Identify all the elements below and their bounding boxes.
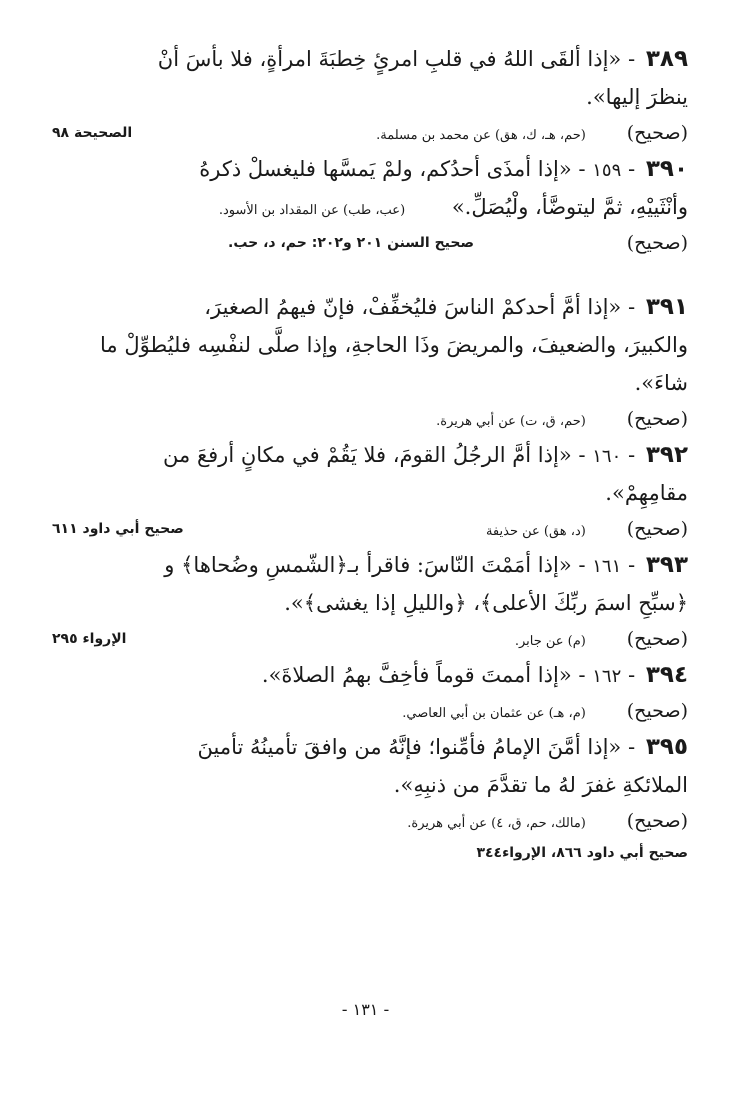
- spacer: [48, 260, 688, 288]
- grade-label: (صحيح): [626, 122, 688, 144]
- grade-label: (صحيح): [626, 518, 688, 540]
- hadith-text-line: [48, 40, 688, 78]
- grade-line: [48, 804, 688, 838]
- hadith-text: «إذا أمَمْتَ النّاسَ: فاقرأ بـ﴿الشّمسِ وضُحاها﴾ و: [164, 553, 572, 577]
- hadith-text: ﴿سبِّحِ اسمَ ربِّكَ الأعلى﴾، ﴿والليلِ إذا يغشى﴾».: [284, 591, 688, 615]
- grade-line: [48, 116, 688, 150]
- hadith-number: ٣٩١: [645, 294, 688, 320]
- separator: -: [627, 295, 636, 319]
- sources-text: (عب، طب) عن المقداد بن الأسود.: [218, 203, 406, 218]
- hadith-text: «إذا أمَّ أحدكمْ الناسَ فليُخفِّفْ، فإنّ فيهمُ الصغيرَ،: [204, 295, 622, 319]
- hadith-text-line: [48, 584, 688, 622]
- hadith-entry-390: [48, 150, 688, 260]
- sources-text: (م، هـ) عن عثمان بن أبي العاصي.: [402, 706, 586, 721]
- separator: -: [627, 663, 636, 687]
- hadith-text-line: [48, 656, 688, 694]
- separator: -: [578, 157, 586, 181]
- hadith-entry-392: [48, 436, 688, 546]
- secondary-number: ١٦٠: [592, 446, 622, 467]
- hadith-number: ٣٨٩: [645, 46, 688, 72]
- grade-line: [48, 694, 688, 728]
- hadith-text-line: [48, 326, 688, 364]
- hadith-text-line: [48, 436, 688, 474]
- separator: -: [627, 735, 636, 759]
- reference-text: الإرواء ٢٩٥: [52, 631, 127, 647]
- hadith-number: ٣٩٠: [645, 156, 688, 182]
- hadith-text-line: [48, 728, 688, 766]
- grade-label: (صحيح): [626, 700, 688, 722]
- reference-line: [48, 838, 688, 868]
- hadith-text: شاءَ».: [634, 371, 688, 395]
- hadith-entry-389: [48, 40, 688, 150]
- hadith-entry-393: [48, 546, 688, 656]
- separator: -: [627, 157, 636, 181]
- separator: -: [627, 47, 636, 71]
- hadith-entry-394: [48, 656, 688, 728]
- sources-text: (م) عن جابر.: [514, 634, 586, 649]
- hadith-number: ٣٩٣: [645, 552, 688, 578]
- reference-text: الصحيحة ٩٨: [52, 125, 133, 141]
- sources-text: (حم، هـ، ك، هق) عن محمد بن مسلمة.: [376, 128, 586, 143]
- hadith-text: والكبيرَ، والضعيفَ، والمريضَ وذَا الحاجةِ، وإذا صلَّى لنفْسِه فليُطوِّلْ ما: [100, 333, 688, 357]
- hadith-text: مقامِهِمْ».: [605, 481, 688, 505]
- reference-text: صحيح أبي داود ٦١١: [52, 521, 184, 537]
- secondary-number: ١٦٢: [592, 666, 622, 687]
- separator: -: [578, 443, 586, 467]
- hadith-number: ٣٩٤: [645, 662, 688, 688]
- separator: -: [578, 553, 586, 577]
- hadith-number: ٣٩٢: [645, 442, 688, 468]
- page-number: - ١٣١ -: [341, 1000, 390, 1019]
- hadith-text-line: [48, 364, 688, 402]
- hadith-text-line: [48, 78, 688, 116]
- grade-line: [48, 402, 688, 436]
- grade-line: [48, 622, 688, 656]
- grade-line: [48, 226, 688, 260]
- reference-text: صحيح أبي داود ٨٦٦، الإرواء٣٤٤: [476, 845, 688, 861]
- grade-label: (صحيح): [626, 810, 688, 832]
- separator: -: [627, 553, 636, 577]
- hadith-text-line: [48, 546, 688, 584]
- hadith-text: «إذا أممتَ قوماً فأخِفَّ بهمُ الصلاةَ».: [261, 663, 572, 687]
- hadith-text-line: [48, 766, 688, 804]
- hadith-text: «إذا أمَّنَ الإمامُ فأمِّنوا؛ فإنَّهُ من وافقَ تأمينُهُ تأمينَ: [197, 735, 622, 759]
- grade-label: (صحيح): [626, 628, 688, 650]
- hadith-text-line: [48, 188, 688, 226]
- hadith-entry-391: [48, 288, 688, 436]
- hadith-text-line: [48, 150, 688, 188]
- hadith-text: «إذا ألقَى اللهُ في قلبِ امرئٍ خِطبَةَ امرأةٍ، فلا بأسَ أنْ: [157, 47, 622, 71]
- hadith-text-line: [48, 474, 688, 512]
- grade-label: (صحيح): [626, 232, 688, 254]
- secondary-number: ١٥٩: [592, 160, 622, 181]
- hadith-text: الملائكةِ غفرَ لهُ ما تقدَّمَ من ذنبِهِ».: [393, 773, 688, 797]
- grade-line: [48, 512, 688, 546]
- separator: -: [578, 663, 586, 687]
- hadith-text-line: [48, 288, 688, 326]
- hadith-number: ٣٩٥: [645, 734, 688, 760]
- hadith-text: «إذا أمَّ الرجُلُ القومَ، فلا يَقُمْ في مكانٍ أرفعَ من: [163, 443, 572, 467]
- hadith-entry-395: [48, 728, 688, 868]
- grade-label: (صحيح): [626, 408, 688, 430]
- hadith-text: ينظرَ إليها».: [586, 85, 688, 109]
- sources-text: (حم، ق، ت) عن أبي هريرة.: [436, 414, 586, 429]
- reference-text: صحيح السنن ٢٠١ و٢٠٢: حم، د، حب.: [228, 235, 474, 251]
- sources-text: (مالك، حم، ق، ٤) عن أبي هريرة.: [407, 816, 586, 831]
- hadith-text: «إذا أمذَى أحدُكم، ولمْ يَمسَّها فليغسلْ ذكرهُ: [199, 157, 572, 181]
- secondary-number: ١٦١: [592, 556, 622, 577]
- separator: -: [627, 443, 636, 467]
- hadith-text: وأنْثَييْهِ، ثمَّ ليتوضَّأ، ولْيُصَلِّ.»: [451, 195, 688, 219]
- page-content: [48, 40, 688, 868]
- sources-text: (د، هق) عن حذيفة: [485, 524, 586, 539]
